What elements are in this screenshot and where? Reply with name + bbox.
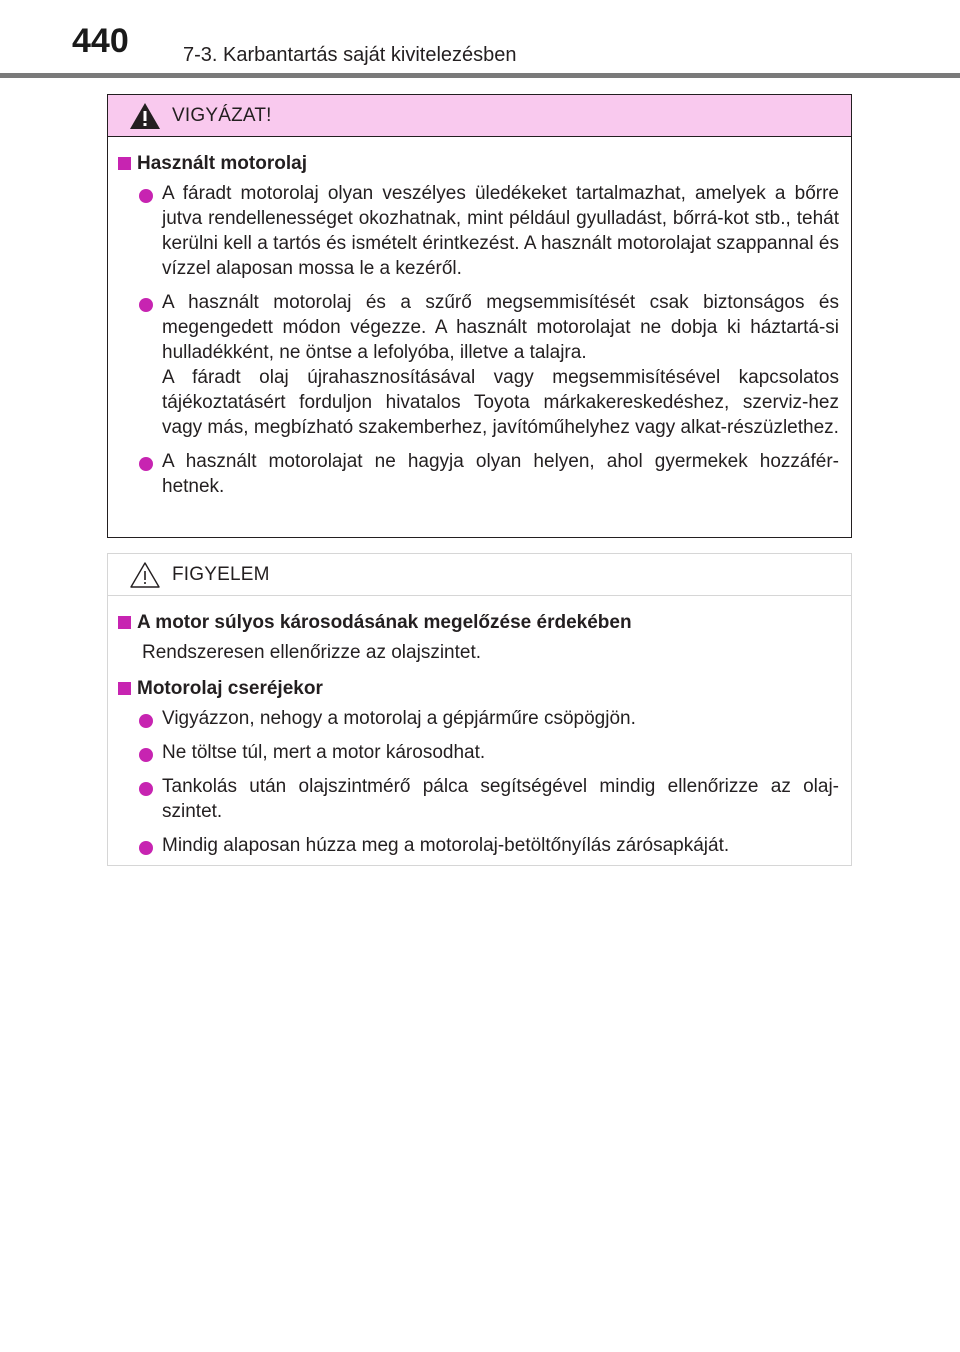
bullet-dot-icon: [139, 298, 153, 312]
caution-bullet: [139, 449, 839, 499]
page-header: [0, 0, 960, 80]
notice-label: FIGYELEM: [172, 564, 270, 585]
square-bullet-icon: [118, 616, 131, 629]
caution-bullet-text: A használt motorolaj és a szűrő megsemmisítését csak biztonságos és megengedett módon végezze. A használt motorolajat ne dobja ki háztartá-si hulladékként, ne öntse a lefolyóba, illetve a talajra.: [162, 292, 839, 363]
notice-bullet: [139, 706, 839, 731]
caution-label: VIGYÁZAT!: [172, 105, 272, 126]
section-title: 7-3. Karbantartás saját kivitelezésben: [183, 44, 517, 66]
notice-box: [107, 553, 852, 866]
header-divider: [0, 73, 960, 78]
notice-heading: [118, 674, 839, 704]
notice-heading-text: Motorolaj cseréjekor: [137, 678, 323, 699]
bullet-dot-icon: [139, 782, 153, 796]
caution-header: [108, 95, 851, 137]
notice-text: Rendszeresen ellenőrizze az olajszintet.: [142, 642, 482, 663]
notice-bullet-text: Vigyázzon, nehogy a motorolaj a gépjárműre csöpögjön.: [162, 708, 636, 729]
warning-outline-icon: [128, 560, 162, 590]
caution-bullet: [139, 181, 839, 281]
bullet-dot-icon: [139, 841, 153, 855]
notice-bullet: [139, 774, 839, 824]
notice-bullet: [139, 833, 839, 858]
notice-body: [108, 596, 851, 858]
notice-heading: [118, 608, 839, 638]
bullet-dot-icon: [139, 748, 153, 762]
bullet-dot-icon: [139, 189, 153, 203]
notice-bullet: [139, 740, 839, 765]
bullet-dot-icon: [139, 457, 153, 471]
notice-bullet-text: Ne töltse túl, mert a motor károsodhat.: [162, 742, 486, 763]
square-bullet-icon: [118, 157, 131, 170]
caution-bullet-text: A fáradt olaj újrahasznosításával vagy megsemmisítésével kapcsolatos tájékoztatásért forduljon hivatalos Toyota márkakereskedéshez, szerviz-hez vagy más, megbízható szakemberhez, javítóműhelyhez vagy alkat-részüzlethez.: [162, 367, 839, 438]
square-bullet-icon: [118, 682, 131, 695]
notice-bullet-text: Tankolás után olajszintmérő pálca segítségével mindig ellenőrizze az olaj-szintet.: [162, 776, 839, 822]
warning-filled-icon: [128, 101, 162, 131]
caution-heading-text: Használt motorolaj: [137, 153, 307, 174]
notice-bullet-text: Mindig alaposan húzza meg a motorolaj-betöltőnyílás zárósapkáját.: [162, 835, 730, 856]
caution-bullet: [139, 290, 839, 440]
bullet-dot-icon: [139, 714, 153, 728]
page-number: 440: [72, 22, 129, 60]
caution-box: [107, 94, 852, 538]
notice-header: [108, 554, 851, 596]
caution-bullet-text: A fáradt motorolaj olyan veszélyes üledékeket tartalmazhat, amelyek a bőrre jutva rendellenességet okozhatnak, mint például gyulladást, bőrrá-kot stb., tehát kerülni kell a tartós és ismételt érintkezést. A használt motorolajat szappannal és vízzel alaposan mossa le a kezéről.: [162, 183, 839, 279]
caution-body: [108, 137, 851, 499]
notice-heading-text: A motor súlyos károsodásának megelőzése érdekében: [137, 612, 632, 633]
caution-bullet-text: A használt motorolajat ne hagyja olyan helyen, ahol gyermekek hozzáfér-hetnek.: [162, 451, 839, 497]
caution-heading: [118, 149, 839, 179]
